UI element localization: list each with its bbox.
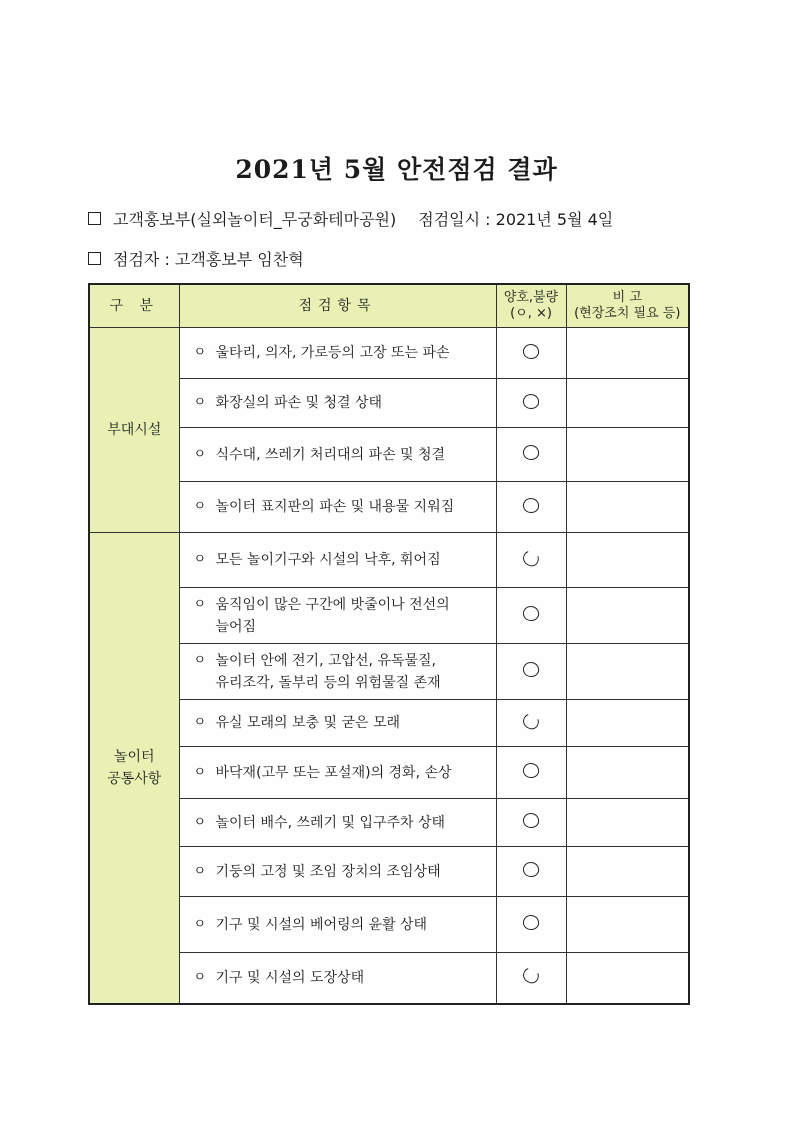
check-item-cell [179,379,496,428]
check-item-text: 바닥재(고무 또는 포설재)의 경화, 손상 [215,764,452,781]
check-item-text: 놀이터 배수, 쓰레기 및 입구주차 상태 [215,814,446,831]
inspection-date: 점검일시 : 2021년 5월 4일 [418,210,614,229]
header-item: 점검항목 [179,284,496,328]
handwritten-o-mark-icon [522,342,540,359]
handwritten-o-mark-icon [522,812,540,829]
note-cell [566,747,689,799]
result-cell [496,747,566,799]
table-row [89,328,689,379]
handwritten-o-mark-icon [522,605,540,622]
table-row [89,482,689,533]
result-cell [496,953,566,1004]
check-item-text: 기둥의 고정 및 조임 장치의 조임상태 [215,863,441,880]
header-note [566,284,689,328]
result-cell [496,328,566,379]
check-item-cell [179,747,496,799]
result-cell [496,482,566,533]
check-item-text: 유리조각, 돌부리 등의 위험물질 존재 [215,674,441,691]
inspection-table [88,283,690,1005]
table-row [89,953,689,1004]
check-item-cell [179,644,496,700]
note-cell [566,482,689,533]
header-result [496,284,566,328]
result-cell [496,847,566,897]
check-item-cell [179,799,496,847]
check-item-cell [179,533,496,588]
handwritten-o-mark-icon [521,548,542,568]
inspector-text: 점검자 : 고객홍보부 임찬혁 [113,250,304,269]
check-item-cell [179,428,496,482]
note-cell [566,533,689,588]
result-cell [496,588,566,644]
department-text: 고객홍보부(실외놀이터_무궁화테마공원) [113,210,397,229]
result-cell [496,700,566,747]
handwritten-o-mark-icon [521,711,542,731]
handwritten-o-mark-icon [522,496,540,513]
bullet-icon: ㅇ [193,395,207,410]
check-item-text: 화장실의 파손 및 청결 상태 [215,395,383,411]
note-cell [566,379,689,428]
bullet-icon: ㅇ [193,345,207,360]
header-note-line1: 비 고 [612,290,642,305]
category-label: 놀이터 [113,748,155,765]
table-row [89,847,689,897]
table-row [89,747,689,799]
note-cell [566,953,689,1004]
bullet-icon: ㅇ [193,863,207,879]
handwritten-o-mark-icon [522,444,540,461]
check-item-cell [179,953,496,1004]
bullet-icon: ㅇ [193,969,207,985]
checkbox-icon [88,212,101,225]
bullet-icon: ㅇ [193,499,207,514]
bullet-icon: ㅇ [193,652,207,668]
handwritten-o-mark-icon [522,861,540,878]
check-item-text: 놀이터 안에 전기, 고압선, 유독물질, [215,652,436,669]
inspector-info-line [88,247,304,270]
dept-info-line [88,207,613,230]
header-category: 구 분 [89,284,179,328]
bullet-icon: ㅇ [193,446,207,462]
header-result-line1: 양호,불량 [503,290,559,305]
check-item-text: 유실 모래의 보충 및 굳은 모래 [215,715,401,731]
result-cell [496,428,566,482]
table-row [89,428,689,482]
check-item-text: 울타리, 의자, 가로등의 고장 또는 파손 [215,345,450,361]
check-item-text: 움직임이 많은 구간에 밧줄이나 전선의 [215,596,450,613]
note-cell [566,428,689,482]
checkbox-icon [88,252,101,265]
bullet-icon: ㅇ [193,715,207,730]
check-item-cell [179,588,496,644]
note-cell [566,897,689,953]
header-result-line2: (ㅇ, ×) [510,306,552,321]
header-note-line2: (현장조치 필요 등) [574,306,681,321]
check-item-cell [179,847,496,897]
bullet-icon: ㅇ [193,596,207,612]
category-cell [89,533,179,1004]
check-item-text: 놀이터 표지판의 파손 및 내용물 지워짐 [215,499,455,515]
check-item-text: 늘어짐 [215,618,257,635]
handwritten-o-mark-icon [522,661,540,678]
table-row [89,644,689,700]
table-header-row [89,284,689,328]
check-item-text: 식수대, 쓰레기 처리대의 파손 및 청결 [215,446,446,463]
category-label: 부대시설 [107,422,162,438]
note-cell [566,847,689,897]
table-row [89,379,689,428]
category-label: 공통사항 [107,770,162,787]
result-cell [496,897,566,953]
bullet-icon: ㅇ [193,916,207,932]
handwritten-o-mark-icon [522,762,540,779]
table-row [89,588,689,644]
note-cell [566,588,689,644]
note-cell [566,644,689,700]
result-cell [496,379,566,428]
check-item-text: 모든 놀이기구와 시설의 낙후, 휘어짐 [215,552,441,568]
handwritten-o-mark-icon [522,914,540,931]
check-item-text: 기구 및 시설의 베어링의 윤활 상태 [215,916,428,933]
bullet-icon: ㅇ [193,814,207,830]
note-cell [566,700,689,747]
category-cell [89,328,179,533]
check-item-cell [179,482,496,533]
table-row [89,533,689,588]
table-row [89,700,689,747]
document-title: 2021년 5월 안전점검 결과 [235,155,558,184]
note-cell [566,799,689,847]
bullet-icon: ㅇ [193,764,207,780]
check-item-cell [179,897,496,953]
result-cell [496,799,566,847]
handwritten-o-mark-icon [521,966,542,986]
check-item-cell [179,700,496,747]
check-item-text: 기구 및 시설의 도장상태 [215,969,365,986]
check-item-cell [179,328,496,379]
table-row [89,897,689,953]
handwritten-o-mark-icon [522,392,540,409]
note-cell [566,328,689,379]
result-cell [496,533,566,588]
result-cell [496,644,566,700]
table-row [89,799,689,847]
bullet-icon: ㅇ [193,552,207,567]
